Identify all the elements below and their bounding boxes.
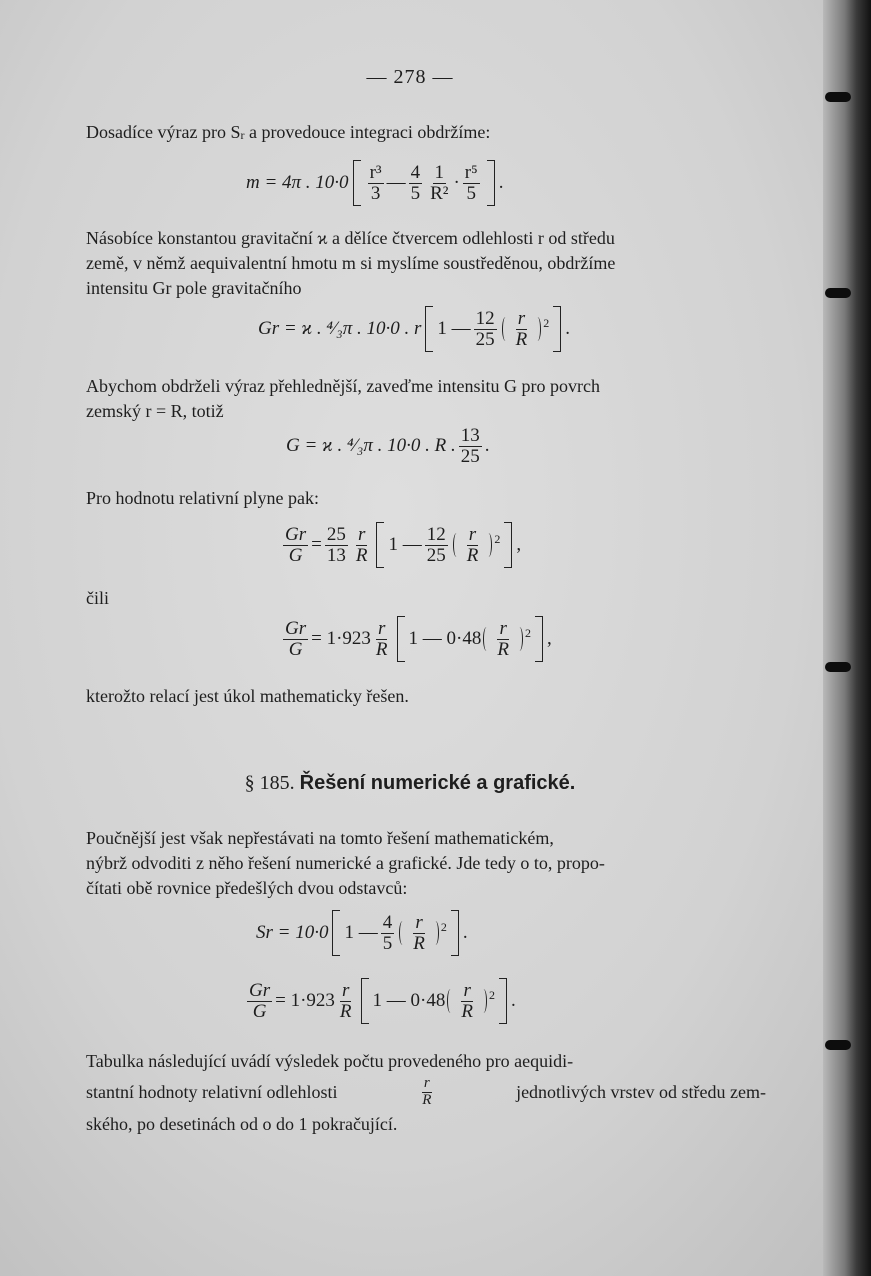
- fraction: $\frac{Gr}{G}$: [249, 979, 271, 1022]
- left-paren: [483, 627, 490, 651]
- fraction: $\frac{r}{R}$: [375, 617, 388, 660]
- left-bracket: [397, 616, 405, 662]
- fraction: $\frac{Gr}{G}$: [285, 523, 307, 566]
- eq3-lhs: G = ϰ . ⁴⁄₃π . 10·0 . R .: [286, 435, 456, 457]
- text-segment: stantní hodnoty relativní odlehlosti: [86, 1082, 338, 1103]
- fraction: $\frac{1}{\text{R²}}$: [430, 161, 449, 204]
- minus-sign: —: [386, 172, 406, 193]
- binding-ring: [825, 1040, 851, 1050]
- comma: ,: [516, 534, 522, 555]
- fraction: $\frac{r}{R}$: [497, 617, 509, 660]
- fraction: $\frac{r}{R}$: [466, 523, 479, 566]
- text-line: intensitu Gr pole gravitačního: [86, 278, 302, 298]
- word-cili: čili: [86, 588, 109, 608]
- section-title: Řešení numerické a grafické.: [299, 772, 576, 794]
- paragraph-2: [86, 226, 766, 301]
- text-line: Násobíce konstantou gravitační ϰ a dělíce čtvercem odlehlosti r od středu: [86, 228, 615, 248]
- period: .: [462, 922, 468, 943]
- fraction: $\frac{Gr}{G}$: [285, 617, 307, 660]
- exponent: 2: [488, 987, 495, 1002]
- text-line: Poučnější jest však nepřestávati na tomto řešení mathematickém,: [86, 828, 554, 848]
- right-paren: [534, 317, 541, 341]
- text-line: Abychom obdrželi výraz přehlednější, zaveďme intensitu G pro povrch: [86, 376, 600, 396]
- term: 1 —: [388, 534, 422, 555]
- right-bracket: [451, 910, 459, 956]
- book-binding: [823, 0, 871, 1276]
- left-bracket: [376, 522, 384, 568]
- left-bracket: [353, 160, 361, 206]
- section-number: § 185.: [244, 772, 295, 794]
- p1-subscript: r: [240, 128, 245, 142]
- left-paren: [502, 317, 509, 341]
- term: 1 — 0·48: [408, 628, 482, 649]
- p1-text: Dosadíce výraz pro S: [86, 122, 241, 142]
- paragraph-intro: [86, 120, 766, 145]
- equation-surface: [286, 426, 489, 467]
- fraction: $\frac{13}{25}$: [460, 425, 480, 467]
- equation-intensity: [258, 306, 570, 352]
- period: .: [498, 172, 504, 193]
- equation-gr: [244, 978, 516, 1024]
- eq1-lhs: m = 4π . 10·0: [246, 172, 349, 193]
- dot: ·: [453, 172, 460, 193]
- period: .: [565, 318, 571, 339]
- term: 1 —: [437, 318, 471, 339]
- p1-text-end: a provedouce integraci obdržíme:: [244, 122, 491, 142]
- fraction: $\frac{12}{25}$: [426, 523, 446, 566]
- text-line: ského, po desetinách od o do 1 pokračující.: [86, 1113, 398, 1134]
- text-line: země, v němž aequivalentní hmotu m si myslíme soustředěnou, obdržíme: [86, 253, 616, 273]
- equals: = 1·923: [311, 628, 371, 649]
- binding-ring: [825, 92, 851, 102]
- text-line: Tabulka následující uvádí výsledek počtu provedeného pro aequidi-: [86, 1051, 574, 1071]
- paragraph-7: [86, 1046, 766, 1139]
- fraction: $\frac{\text{r³}}{3}$: [369, 161, 382, 204]
- eq6-lhs: Sr = 10·0: [256, 922, 329, 943]
- right-bracket: [499, 978, 507, 1024]
- exponent: 2: [524, 625, 531, 640]
- left-paren: [399, 921, 406, 945]
- equals: =: [311, 534, 322, 555]
- period: .: [484, 435, 490, 457]
- fraction: $\frac{r}{R}$: [461, 979, 473, 1022]
- exponent: 2: [440, 919, 447, 934]
- right-bracket: [504, 522, 512, 568]
- fraction: $\frac{4}{5}$: [410, 161, 421, 204]
- right-paren: [516, 627, 523, 651]
- binding-ring: [825, 662, 851, 672]
- fraction: $\frac{r}{R}$: [355, 523, 368, 566]
- equation-sr: [256, 910, 468, 956]
- eq2-lhs: Gr = ϰ . ⁴⁄₃π . 10·0 . r: [258, 318, 422, 339]
- right-bracket: [535, 616, 543, 662]
- fraction: $\frac{25}{13}$: [326, 523, 346, 566]
- paragraph-6: [86, 826, 766, 901]
- text-line: [86, 1076, 766, 1109]
- paragraph-4: Pro hodnotu relativní plyne pak:: [86, 488, 319, 508]
- section-heading: [0, 772, 820, 795]
- equation-relative-numeric: [280, 616, 552, 662]
- equation-relative: [280, 522, 521, 568]
- left-bracket: [332, 910, 340, 956]
- page-number: — 278 —: [366, 66, 454, 88]
- fraction: $\frac{r}{R}$: [422, 1075, 432, 1108]
- fraction: $\frac{12}{25}$: [475, 307, 495, 350]
- text-line: čítati obě rovnice předešlých dvou odstavců:: [86, 878, 408, 898]
- comma: ,: [546, 628, 552, 649]
- binding-ring: [825, 288, 851, 298]
- fraction: $\frac{r}{R}$: [413, 911, 425, 954]
- text-segment: jednotlivých vrstev od středu zem-: [516, 1082, 766, 1103]
- left-paren: [447, 989, 454, 1013]
- fraction: $\frac{\text{r⁵}}{5}$: [464, 161, 478, 204]
- left-paren: [453, 533, 460, 557]
- right-paren: [485, 533, 492, 557]
- left-bracket: [425, 306, 433, 352]
- right-paren: [432, 921, 439, 945]
- right-bracket: [487, 160, 495, 206]
- paragraph-5: kterožto relací jest úkol mathematicky řešen.: [86, 686, 409, 706]
- period: .: [510, 990, 516, 1011]
- text-line: nýbrž odvoditi z něho řešení numerické a grafické. Jde tedy o to, propo-: [86, 853, 605, 873]
- fraction: $\frac{r}{R}$: [339, 979, 352, 1022]
- left-bracket: [361, 978, 369, 1024]
- exponent: 2: [494, 531, 501, 546]
- fraction: $\frac{r}{R}$: [515, 307, 528, 350]
- exponent: 2: [543, 315, 550, 330]
- text-line: zemský r = R, totiž: [86, 401, 224, 421]
- term: 1 — 0·48: [372, 990, 446, 1011]
- fraction: $\frac{4}{5}$: [382, 911, 393, 954]
- term: 1 —: [344, 922, 378, 943]
- equals: = 1·923: [275, 990, 335, 1011]
- paragraph-3: [86, 374, 766, 424]
- equation-mass: [246, 160, 504, 206]
- right-bracket: [553, 306, 561, 352]
- right-paren: [480, 989, 487, 1013]
